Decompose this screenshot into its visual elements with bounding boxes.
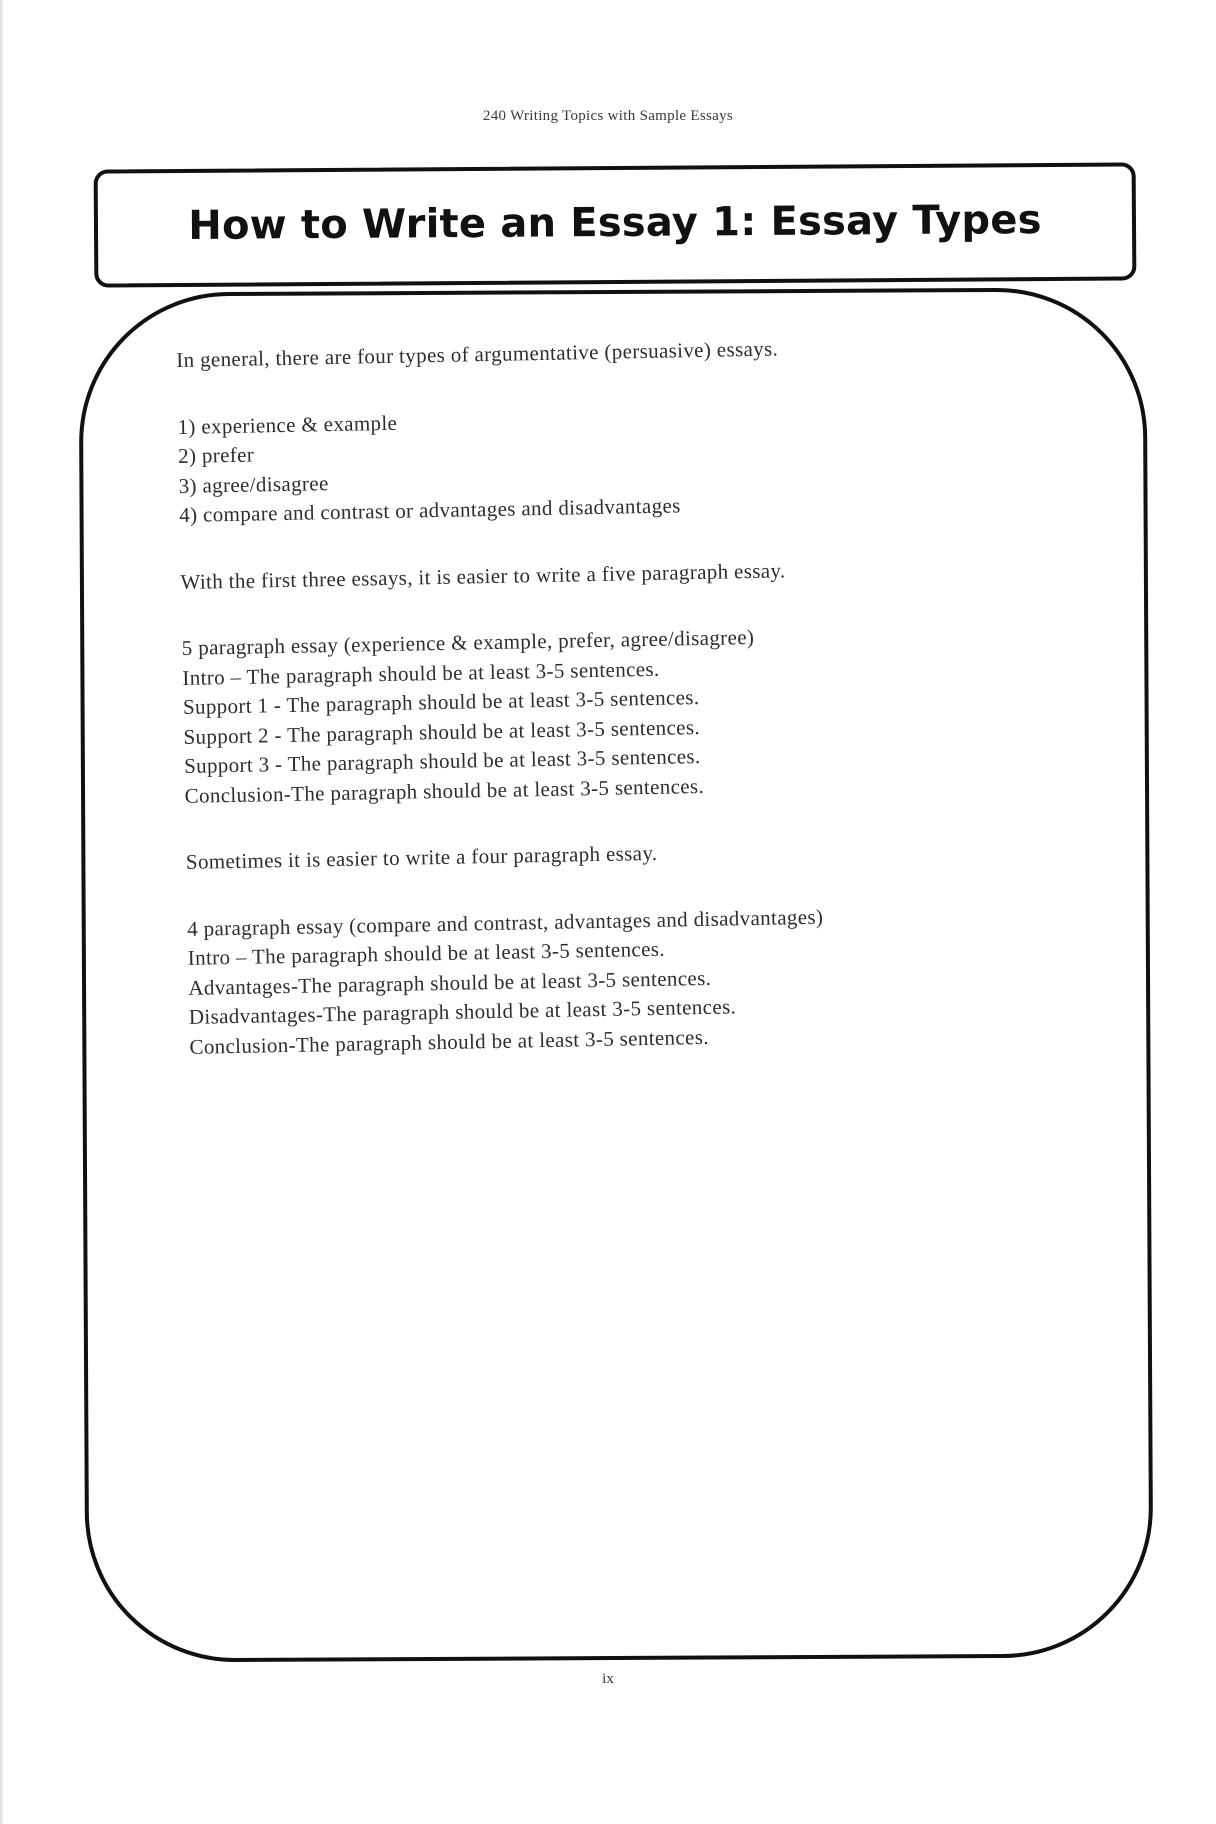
four-paragraph-line: Intro – The paragraph should be at least 3-5 sentences. <box>187 936 666 970</box>
title-box <box>94 162 1137 287</box>
page-number: ix <box>602 1671 614 1687</box>
five-paragraph-line: Support 2 - The paragraph should be at least 3-5 sentences. <box>183 714 701 749</box>
running-header: 240 Writing Topics with Sample Essays <box>482 108 734 124</box>
essay-type-item: 3) agree/disagree <box>178 470 329 498</box>
essay-type-item: 1) experience & example <box>177 410 398 439</box>
four-paragraph-note: Sometimes it is easier to write a four paragraph essay. <box>185 840 658 874</box>
four-paragraph-line: Conclusion-The paragraph should be at least 3-5 sentences. <box>189 1024 710 1059</box>
four-paragraph-heading: 4 paragraph essay (compare and contrast, advantages and disadvantages) <box>186 904 824 941</box>
five-paragraph-line: Intro – The paragraph should be at least 3-5 sentences. <box>182 656 660 690</box>
four-paragraph-line: Disadvantages-The paragraph should be at least 3-5 sentences. <box>188 994 737 1029</box>
four-paragraph-line: Advantages-The paragraph should be at least 3-5 sentences. <box>188 965 712 1000</box>
five-paragraph-line: Support 3 - The paragraph should be at least 3-5 sentences. <box>183 744 701 778</box>
essay-type-item: 2) prefer <box>177 442 255 468</box>
intro-text: In general, there are four types of argumentative (persuasive) essays. <box>176 336 779 372</box>
five-paragraph-line: Support 1 - The paragraph should be at least 3-5 sentences. <box>182 685 700 719</box>
content-body <box>176 331 990 1062</box>
five-paragraph-line: Conclusion-The paragraph should be at least 3-5 sentences. <box>184 773 705 808</box>
five-paragraph-note: With the first three essays, it is easier to write a five paragraph essay. <box>180 557 786 594</box>
page-title: How to Write an Essay 1: Essay Types <box>188 197 1042 249</box>
page-edge-shadow <box>0 0 4 1824</box>
five-paragraph-heading: 5 paragraph essay (experience & example, prefer, agree/disagree) <box>181 624 755 660</box>
essay-type-item: 4) compare and contrast or advantages and disadvantages <box>179 493 681 527</box>
